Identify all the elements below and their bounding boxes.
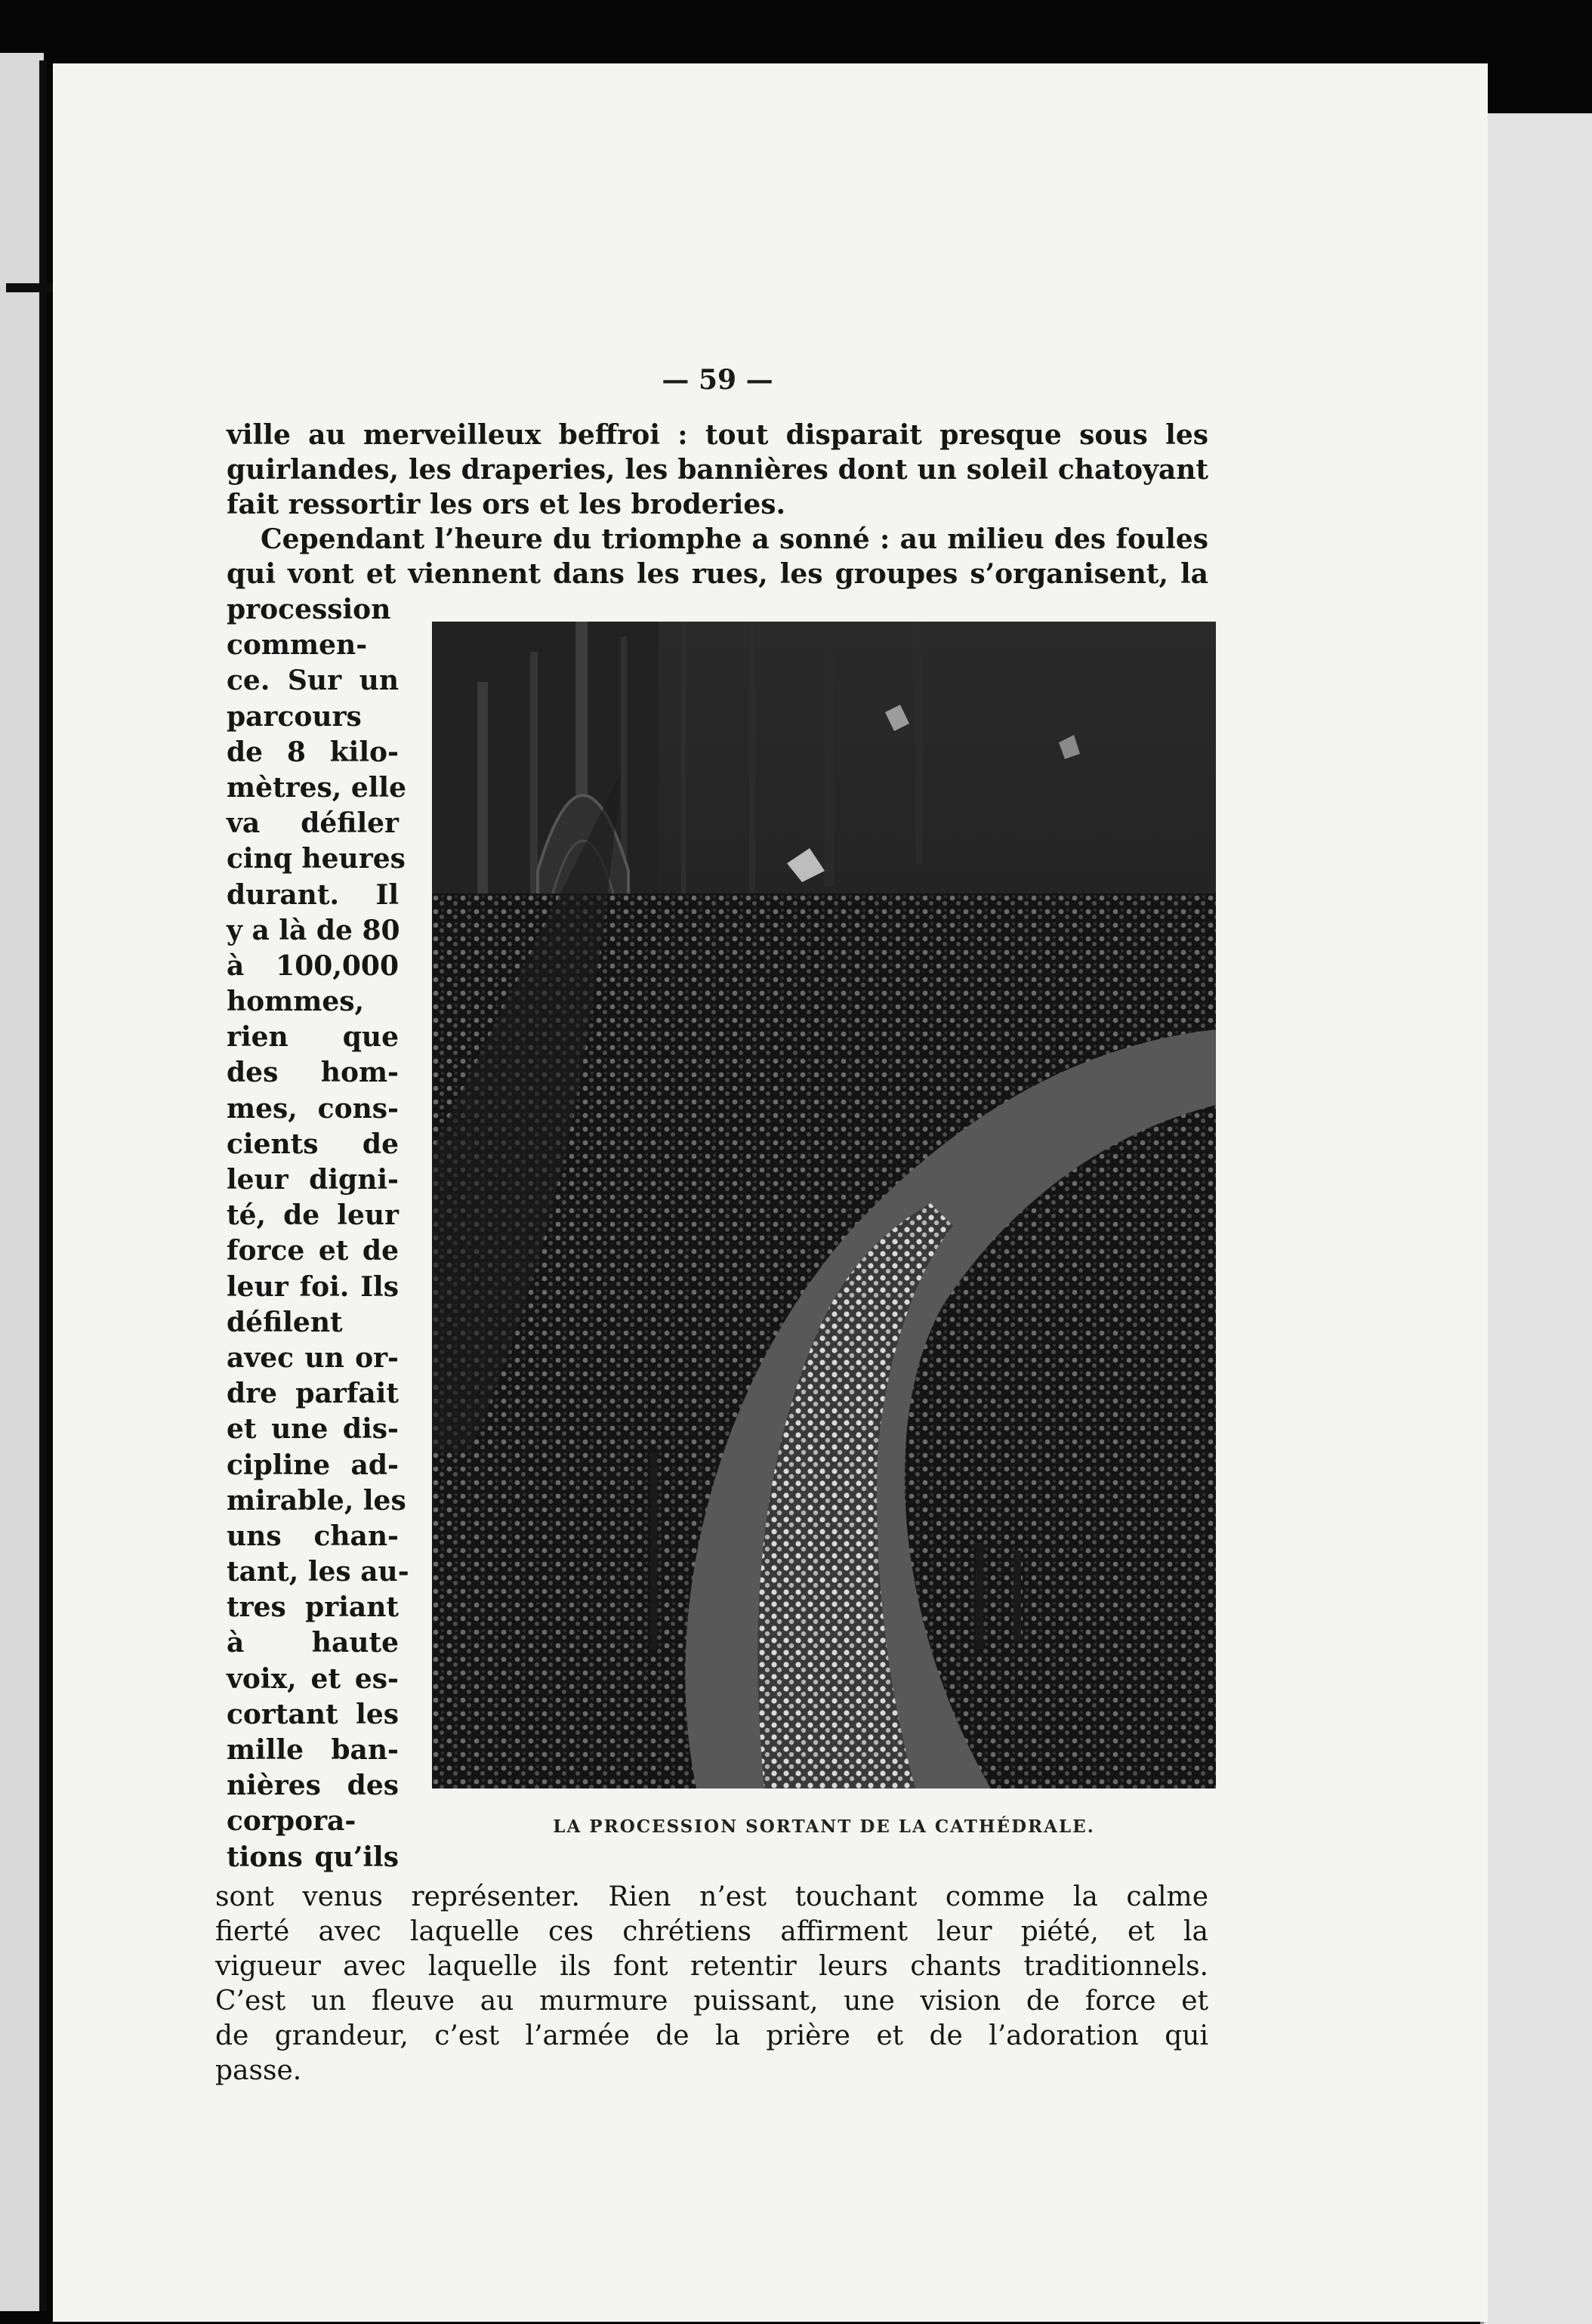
column-line: té, de leur bbox=[227, 1199, 399, 1232]
column-line: des hom- bbox=[227, 1057, 399, 1089]
procession-photograph bbox=[432, 622, 1216, 1789]
column-line: procession bbox=[227, 594, 391, 625]
text-line: vigueur avec laquelle ils font retentir leurs chants traditionnels. bbox=[215, 1951, 1208, 1982]
column-line: corpora- bbox=[227, 1805, 356, 1838]
column-line: y a là de 80 bbox=[227, 914, 400, 946]
column-line: hommes, bbox=[227, 986, 365, 1018]
column-line: avec un or- bbox=[227, 1341, 399, 1374]
text-line: ville au merveilleux beffroi : tout disparait presque sous les bbox=[227, 419, 1208, 451]
column-line: mille ban- bbox=[227, 1734, 399, 1766]
page-number: — 59 — bbox=[662, 364, 773, 396]
column-line: mes, cons- bbox=[227, 1092, 399, 1125]
column-line: uns chan- bbox=[227, 1520, 399, 1552]
column-line: défilent bbox=[227, 1306, 343, 1338]
text-line: Cependant l’heure du triomphe a sonné : au milieu des foules bbox=[261, 523, 1208, 555]
text-line: C’est un fleuve au murmure puissant, une vision de force et bbox=[215, 1986, 1208, 2017]
column-line: tions qu’ils bbox=[227, 1841, 399, 1873]
column-line: et une dis- bbox=[227, 1413, 399, 1446]
column-line: voix, et es- bbox=[227, 1662, 399, 1695]
photo-caption: LA PROCESSION SORTANT DE LA CATHÉDRALE. bbox=[553, 1816, 1095, 1837]
text-line: passe. bbox=[215, 2055, 302, 2086]
text-line: fierté avec laquelle ces chrétiens affirment leur piété, et la bbox=[215, 1916, 1208, 1947]
column-line: mètres, elle bbox=[227, 771, 406, 804]
column-line: de 8 kilo- bbox=[227, 736, 399, 768]
column-line: force et de bbox=[227, 1235, 399, 1267]
binding-line bbox=[39, 60, 47, 2311]
column-line: leur foi. Ils bbox=[227, 1270, 399, 1303]
column-line: nières des bbox=[227, 1770, 399, 1802]
text-line: guirlandes, les draperies, les bannières dont un soleil chatoyant bbox=[227, 454, 1208, 486]
column-line: cortant les bbox=[227, 1698, 399, 1730]
column-line: leur digni- bbox=[227, 1164, 399, 1196]
column-line: tres priant bbox=[227, 1591, 399, 1624]
right-page-edge bbox=[1480, 113, 1592, 2324]
narrow-column bbox=[227, 592, 409, 1875]
column-line: parcours bbox=[227, 700, 362, 733]
column-line: à haute bbox=[227, 1627, 399, 1659]
column-line: commen- bbox=[227, 629, 368, 662]
text-line: sont venus représenter. Rien n’est touchant comme la calme bbox=[215, 1881, 1208, 1912]
column-line: ce. Sur un bbox=[227, 665, 399, 697]
text-line: fait ressortir les ors et les broderies. bbox=[227, 489, 786, 520]
text-line: qui vont et viennent dans les rues, les groupes s’organisent, la bbox=[227, 558, 1208, 590]
column-line: tant, les au- bbox=[227, 1556, 409, 1588]
column-line: va défiler bbox=[227, 807, 399, 840]
column-line: cipline ad- bbox=[227, 1449, 399, 1481]
column-line: cients de bbox=[227, 1128, 399, 1160]
column-line: mirable, les bbox=[227, 1484, 406, 1517]
column-line: durant. Il bbox=[227, 878, 399, 911]
text-line: de grandeur, c’est l’armée de la prière et de l’adoration qui bbox=[215, 2020, 1208, 2051]
column-line: cinq heures bbox=[227, 843, 406, 875]
left-page-edge bbox=[0, 53, 44, 2311]
column-line: rien que bbox=[227, 1021, 399, 1054]
column-line: à 100,000 bbox=[227, 949, 399, 982]
column-line: dre parfait bbox=[227, 1378, 399, 1410]
